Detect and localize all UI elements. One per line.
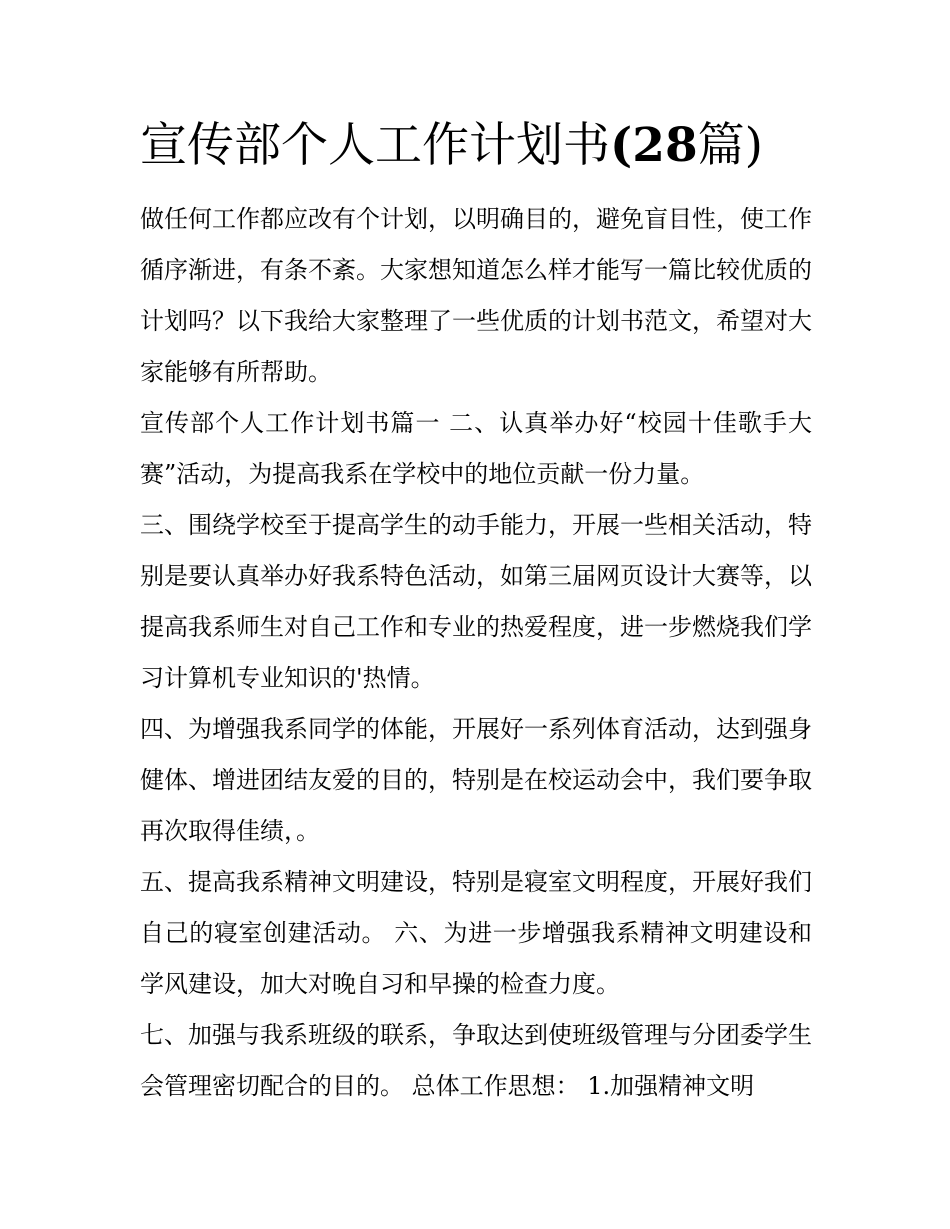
document-body <box>140 112 812 1112</box>
paragraph-intro: 做任何工作都应改有个计划，以明确目的，避免盲目性，使工作循序渐进，有条不紊。大家想知道怎么样才能写一篇比较优质的计划吗？以下我给大家整理了一些优质的计划书范文，希望对大家能够有所帮助。 <box>140 205 812 386</box>
paragraph-item-4: 四、为增强我系同学的体能，开展好一系列体育活动，达到强身健体、增进团结友爱的目的，特别是在校运动会中，我们要争取再次取得佳绩，。 <box>140 715 812 845</box>
title-suffix: 篇) <box>697 118 763 173</box>
title-main: 宣传部个人工作计划书 <box>140 118 610 173</box>
paragraph-item-3: 三、围绕学校至于提高学生的动手能力，开展一些相关活动，特别是要认真举办好我系特色活动，如第三届网页设计大赛等，以提高我系师生对自己工作和专业的热爱程度，进一步燃烧我们学习计算机专业知识的'热情。 <box>140 511 812 692</box>
paragraph-item-5-6: 五、提高我系精神文明建设，特别是寝室文明程度，开展好我们自己的寝室创建活动。 六、为进一步增强我系精神文明建设和学风建设，加大对晚自习和早操的检查力度。 <box>140 868 812 998</box>
page-title <box>140 112 812 180</box>
paragraph-item-7: 七、加强与我系班级的联系，争取达到使班级管理与分团委学生会管理密切配合的目的。 总体工作思想： 1.加强精神文明 <box>140 1021 812 1100</box>
title-count: (28 <box>610 118 698 173</box>
paragraph-item-2: 宣传部个人工作计划书篇一 二、认真举办好“校园十佳歌手大赛”活动，为提高我系在学校中的地位贡献一份力量。 <box>140 409 812 488</box>
